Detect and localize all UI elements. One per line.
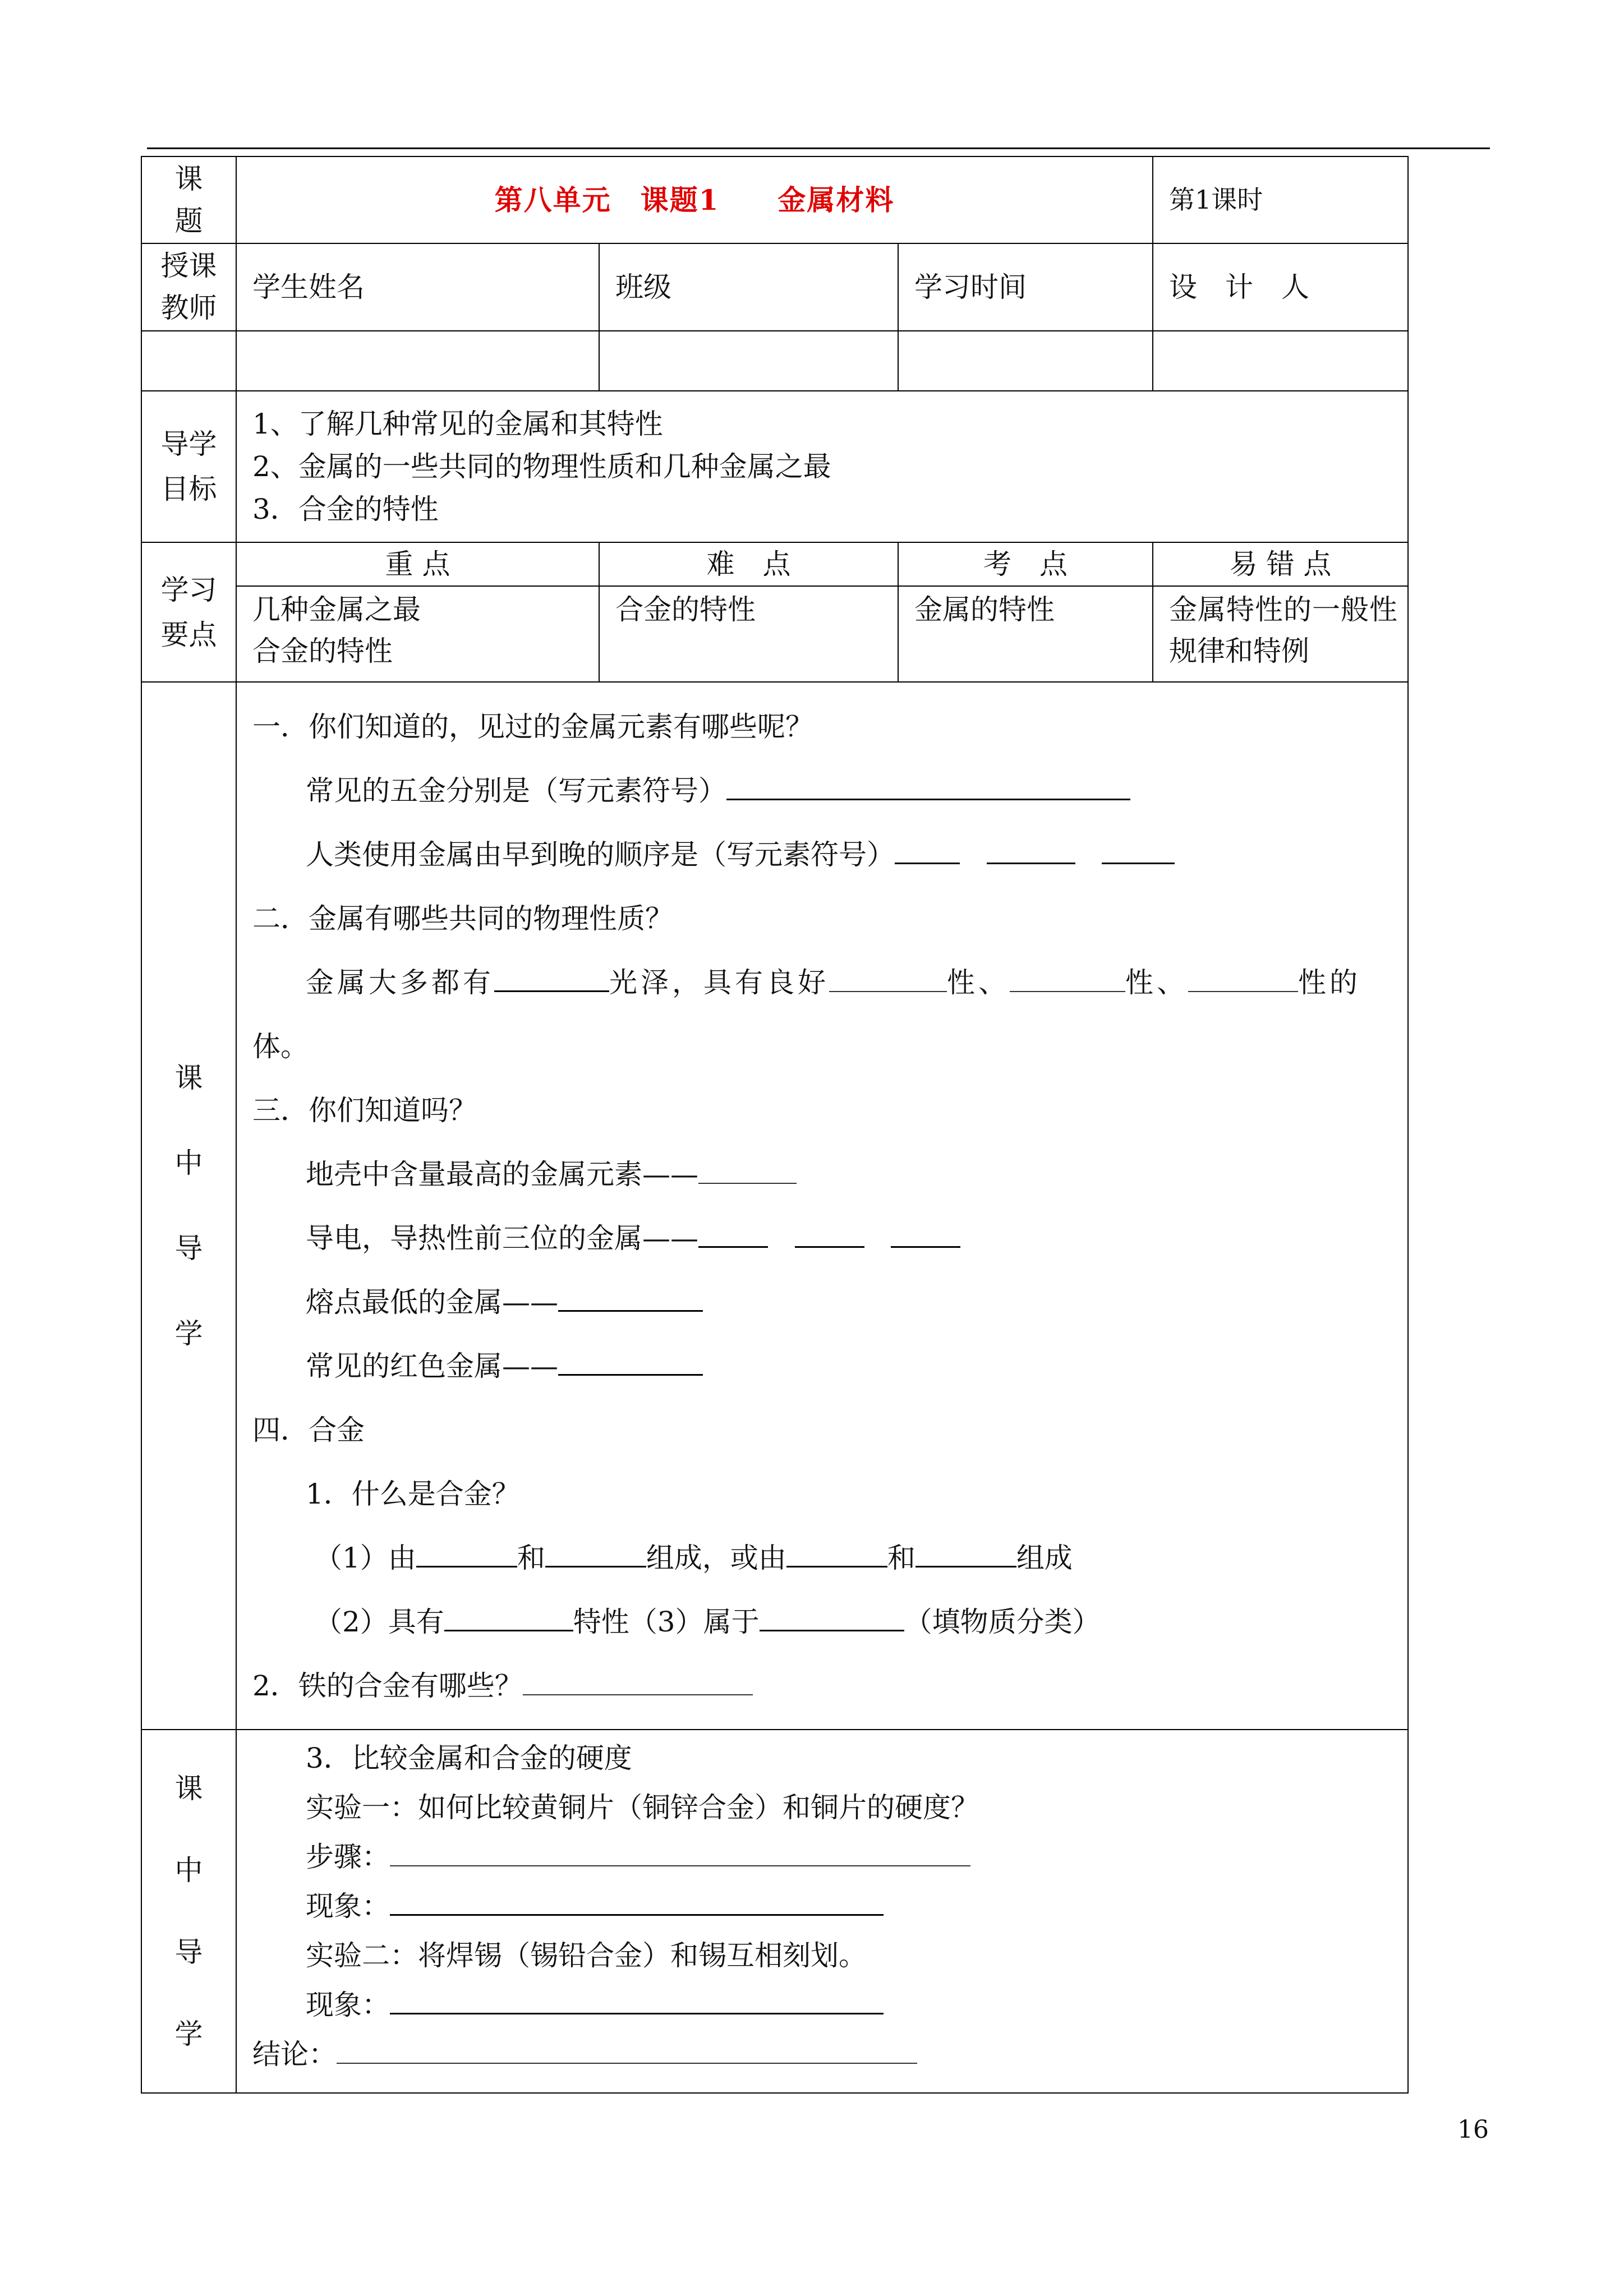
label-char: 导 — [174, 1936, 203, 1968]
q1b-line — [252, 823, 1391, 887]
teacher-label: 授课教师 — [141, 243, 236, 331]
answer-blank[interactable] — [523, 1666, 753, 1695]
student-name-field[interactable] — [236, 331, 599, 391]
zhongdian-item: 合金的特性 — [252, 635, 393, 667]
designer-label: 设 计 人 — [1153, 243, 1408, 331]
answer-blank[interactable] — [558, 1346, 703, 1376]
class-label: 班级 — [599, 243, 898, 331]
nandian-cell: 合金的特性 — [599, 586, 898, 682]
guide-table — [141, 156, 1409, 2094]
label-char: 导 — [174, 1232, 203, 1265]
q4-1a-text: （1）由 — [314, 1542, 416, 1574]
top-rule — [147, 147, 1490, 149]
yicuodian-cell: 金属特性的一般性规律和特例 — [1153, 586, 1408, 682]
period-label: 第1课时 — [1153, 156, 1408, 243]
q4-1a-text: 和 — [887, 1542, 915, 1574]
answer-blank[interactable] — [1102, 835, 1175, 864]
q3d-text: 常见的红色金属—— — [306, 1350, 558, 1382]
answer-blank[interactable] — [786, 1538, 887, 1567]
label-char: 中 — [174, 1854, 203, 1887]
info-blank-row — [141, 331, 1408, 391]
title-row — [141, 156, 1408, 243]
label-char: 课 — [174, 1772, 203, 1805]
label-char: 学 — [174, 1317, 203, 1350]
q4-1-heading: 1．什么是合金？ — [306, 1478, 520, 1510]
q2a-text: 性、 — [1125, 966, 1188, 999]
answer-blank[interactable] — [915, 1538, 1016, 1567]
answer-blank[interactable] — [337, 2035, 917, 2064]
answer-blank[interactable] — [698, 1218, 768, 1248]
keypoints-header-row — [141, 542, 1408, 586]
q2a-text: 性的 — [1298, 966, 1361, 999]
kaodian-header: 考 点 — [898, 542, 1153, 586]
q2a-text: 性、 — [947, 966, 1010, 999]
q4-1b-text: 特性（3）属于 — [573, 1606, 760, 1638]
q3a-text: 地壳中含量最高的金属元素—— — [306, 1158, 698, 1191]
goals-row — [141, 391, 1408, 542]
answer-blank[interactable] — [558, 1282, 703, 1312]
phenomenon1-text: 现象： — [306, 1890, 390, 1922]
q4-2-line — [252, 1654, 1391, 1718]
label-char: 中 — [174, 1147, 203, 1179]
zhongdian-item: 几种金属之最 — [252, 593, 421, 626]
q1a-text: 常见的五金分别是（写元素符号） — [306, 774, 726, 807]
answer-blank[interactable] — [891, 1218, 960, 1248]
conclusion-text: 结论： — [252, 2038, 337, 2071]
zhongdian-cell — [236, 586, 599, 682]
steps-text: 步骤： — [306, 1841, 390, 1873]
experiment2: 实验二：将焊锡（锡铅合金）和锡互相刻划。 — [306, 1939, 867, 1972]
phenomenon2-line — [252, 1980, 1407, 2030]
study-time-field[interactable] — [898, 331, 1153, 391]
q4-2-text: 2．铁的合金有哪些？ — [252, 1670, 523, 1702]
answer-blank[interactable] — [760, 1602, 904, 1631]
phenomenon2-text: 现象： — [306, 1989, 390, 2021]
answer-blank[interactable] — [545, 1538, 646, 1567]
q1a-line — [252, 759, 1391, 823]
q1b-text: 人类使用金属由早到晚的顺序是（写元素符号） — [306, 838, 895, 871]
steps-line — [252, 1832, 1407, 1882]
lesson1-row — [141, 682, 1408, 1730]
page-title: 第八单元 课题1 金属材料 — [236, 156, 1153, 243]
student-name-label: 学生姓名 — [236, 243, 599, 331]
phenomenon1-line — [252, 1882, 1407, 1931]
q4-1a-text: 组成，或由 — [646, 1542, 786, 1574]
q3b-text: 导电，导热性前三位的金属—— — [306, 1222, 698, 1255]
info-row — [141, 243, 1408, 331]
ketii-label: 课题 — [141, 156, 236, 243]
blank-cell — [141, 331, 236, 391]
q3d-line — [252, 1334, 1391, 1398]
answer-blank[interactable] — [444, 1602, 573, 1631]
nandian-header: 难 点 — [599, 542, 898, 586]
q3b-line — [252, 1206, 1391, 1270]
answer-blank[interactable] — [390, 1837, 970, 1866]
goals-list — [236, 391, 1408, 542]
answer-blank[interactable] — [390, 1985, 884, 2014]
lesson2-content — [236, 1730, 1408, 2093]
q1-heading: 一．你们知道的，见过的金属元素有哪些呢？ — [252, 711, 813, 743]
q4-heading: 四．合金 — [252, 1414, 365, 1446]
q4-1b-text: （填物质分类） — [904, 1606, 1101, 1638]
answer-blank[interactable] — [416, 1538, 517, 1567]
conclusion-line — [252, 2030, 1407, 2079]
lesson2-row — [141, 1730, 1408, 2093]
class-field[interactable] — [599, 331, 898, 391]
q3-heading: 三．你们知道吗？ — [252, 1094, 477, 1127]
q2a-line — [252, 951, 1391, 1015]
q4-1a-text: 组成 — [1016, 1542, 1073, 1574]
q4-1a-line — [252, 1526, 1391, 1590]
lesson1-content — [236, 682, 1408, 1730]
lesson2-label — [141, 1730, 236, 2093]
hardness-heading: 3．比较金属和合金的硬度 — [306, 1742, 632, 1774]
q2a-text: 金属大多都有 — [306, 966, 494, 999]
label-char: 课 — [174, 1062, 203, 1094]
answer-blank[interactable] — [1188, 963, 1298, 992]
answer-blank[interactable] — [895, 835, 960, 864]
goals-label: 导学目标 — [141, 391, 236, 542]
zhongdian-header: 重 点 — [236, 542, 599, 586]
answer-blank[interactable] — [726, 771, 1130, 800]
q4-1a-text: 和 — [517, 1542, 545, 1574]
q4-1b-text: （2）具有 — [314, 1606, 444, 1638]
q3c-line — [252, 1270, 1391, 1334]
goal-item: 3．合金的特性 — [252, 493, 439, 525]
answer-blank[interactable] — [494, 962, 609, 992]
keypoints-label: 学习要点 — [141, 542, 236, 682]
goal-item: 1、了解几种常见的金属和其特性 — [252, 408, 663, 440]
yicuodian-header: 易 错 点 — [1153, 542, 1408, 586]
q3c-text: 熔点最低的金属—— — [306, 1286, 558, 1318]
answer-blank[interactable] — [1010, 963, 1125, 992]
lesson1-label — [141, 682, 236, 1730]
answer-blank[interactable] — [698, 1155, 797, 1184]
q2a-text: 光泽，具有良好 — [609, 966, 829, 999]
answer-blank[interactable] — [829, 963, 947, 992]
goal-item: 2、金属的一些共同的物理性质和几种金属之最 — [252, 450, 831, 483]
q2a-cont: 体。 — [252, 1030, 309, 1063]
kaodian-cell: 金属的特性 — [898, 586, 1153, 682]
study-time-label: 学习时间 — [898, 243, 1153, 331]
q2-heading: 二．金属有哪些共同的物理性质？ — [252, 902, 673, 935]
answer-blank[interactable] — [390, 1886, 884, 1916]
keypoints-content-row — [141, 586, 1408, 682]
q4-1b-line — [252, 1590, 1391, 1654]
experiment1: 实验一：如何比较黄铜片（铜锌合金）和铜片的硬度？ — [306, 1791, 979, 1824]
q3a-line — [252, 1142, 1391, 1206]
designer-field[interactable] — [1153, 331, 1408, 391]
answer-blank[interactable] — [795, 1218, 864, 1248]
answer-blank[interactable] — [987, 835, 1075, 864]
label-char: 学 — [174, 2018, 203, 2050]
page-number: 16 — [1457, 2115, 1489, 2144]
